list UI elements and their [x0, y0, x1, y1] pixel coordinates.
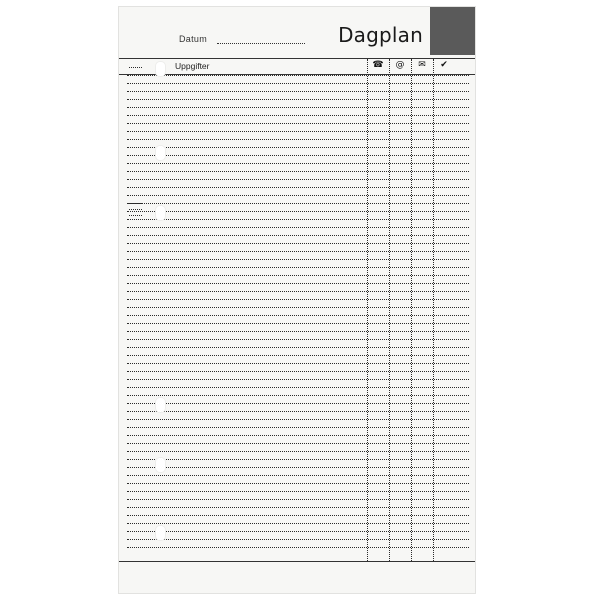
mail-envelope-icon: ✉ [418, 60, 426, 70]
checkmark-icon: ✔ [440, 60, 448, 70]
ruled-line[interactable] [127, 123, 469, 124]
margin-dash [129, 209, 142, 210]
ruled-line[interactable] [127, 195, 469, 196]
ruled-line[interactable] [127, 427, 469, 428]
ruled-line[interactable] [127, 379, 469, 380]
ruled-line[interactable] [127, 467, 469, 468]
column-header-row [119, 59, 475, 74]
ruled-line[interactable] [127, 275, 469, 276]
ruled-line[interactable] [127, 419, 469, 420]
ruled-line[interactable] [127, 227, 469, 228]
ruled-line[interactable] [127, 507, 469, 508]
date-label: Datum [179, 34, 208, 44]
ruled-line[interactable] [127, 547, 469, 548]
ruled-line[interactable] [127, 475, 469, 476]
ruled-line[interactable] [127, 443, 469, 444]
column-separator-phone [367, 59, 368, 561]
ruled-line[interactable] [127, 243, 469, 244]
ruled-line[interactable] [127, 267, 469, 268]
ruled-line[interactable] [127, 219, 469, 220]
ruled-line[interactable] [127, 179, 469, 180]
page-title: Dagplan [338, 23, 423, 47]
ruled-line[interactable] [127, 403, 469, 404]
ruled-line[interactable] [127, 531, 469, 532]
ruled-line[interactable] [127, 499, 469, 500]
punch-hole [155, 145, 166, 161]
ruled-line[interactable] [127, 131, 469, 132]
ruled-line[interactable] [127, 363, 469, 364]
ruled-line[interactable] [127, 291, 469, 292]
ruled-line[interactable] [127, 515, 469, 516]
ruled-line[interactable] [127, 323, 469, 324]
ruled-line[interactable] [127, 211, 469, 212]
ruled-line[interactable] [127, 483, 469, 484]
punch-hole [155, 397, 166, 413]
ruled-line[interactable] [127, 235, 469, 236]
ruled-line[interactable] [127, 171, 469, 172]
sheet-header [119, 7, 475, 57]
ruled-line[interactable] [127, 331, 469, 332]
margin-dash [129, 203, 142, 204]
ruled-line[interactable] [127, 251, 469, 252]
phone-icon: ☎ [372, 60, 384, 70]
margin-dash [129, 67, 142, 68]
ruled-line[interactable] [127, 539, 469, 540]
ruled-line[interactable] [127, 347, 469, 348]
ruled-line[interactable] [127, 139, 469, 140]
column-separator-email [389, 59, 390, 561]
punch-hole [155, 525, 166, 541]
ruled-line[interactable] [127, 163, 469, 164]
ruled-line[interactable] [127, 107, 469, 108]
ruled-line[interactable] [127, 491, 469, 492]
ruled-line[interactable] [127, 155, 469, 156]
ruled-line[interactable] [127, 299, 469, 300]
date-field[interactable] [217, 43, 305, 44]
ruled-line[interactable] [127, 283, 469, 284]
email-at-icon: @ [395, 60, 405, 70]
punch-hole [155, 61, 166, 77]
ruled-line[interactable] [127, 371, 469, 372]
ruled-line[interactable] [127, 459, 469, 460]
tasks-column-label: Uppgifter [175, 61, 210, 71]
ruled-line[interactable] [127, 451, 469, 452]
margin-dash [129, 215, 142, 216]
ruled-line[interactable] [127, 259, 469, 260]
footer-divider [119, 561, 475, 562]
ruled-writing-area[interactable] [119, 75, 475, 561]
ruled-line[interactable] [127, 115, 469, 116]
punch-hole [155, 205, 166, 221]
ruled-line[interactable] [127, 99, 469, 100]
ruled-line[interactable] [127, 187, 469, 188]
column-separator-check [433, 59, 434, 561]
ruled-line[interactable] [127, 75, 469, 76]
column-separator-mail [411, 59, 412, 561]
ruled-line[interactable] [127, 147, 469, 148]
ruled-line[interactable] [127, 307, 469, 308]
ruled-line[interactable] [127, 203, 469, 204]
ruled-line[interactable] [127, 395, 469, 396]
ruled-line[interactable] [127, 315, 469, 316]
ruled-line[interactable] [127, 355, 469, 356]
ruled-line[interactable] [127, 91, 469, 92]
ruled-line[interactable] [127, 411, 469, 412]
ruled-line[interactable] [127, 435, 469, 436]
punch-hole [155, 457, 166, 473]
ruled-line[interactable] [127, 83, 469, 84]
ruled-line[interactable] [127, 523, 469, 524]
ruled-line[interactable] [127, 339, 469, 340]
planner-sheet [118, 6, 476, 594]
ruled-line[interactable] [127, 387, 469, 388]
